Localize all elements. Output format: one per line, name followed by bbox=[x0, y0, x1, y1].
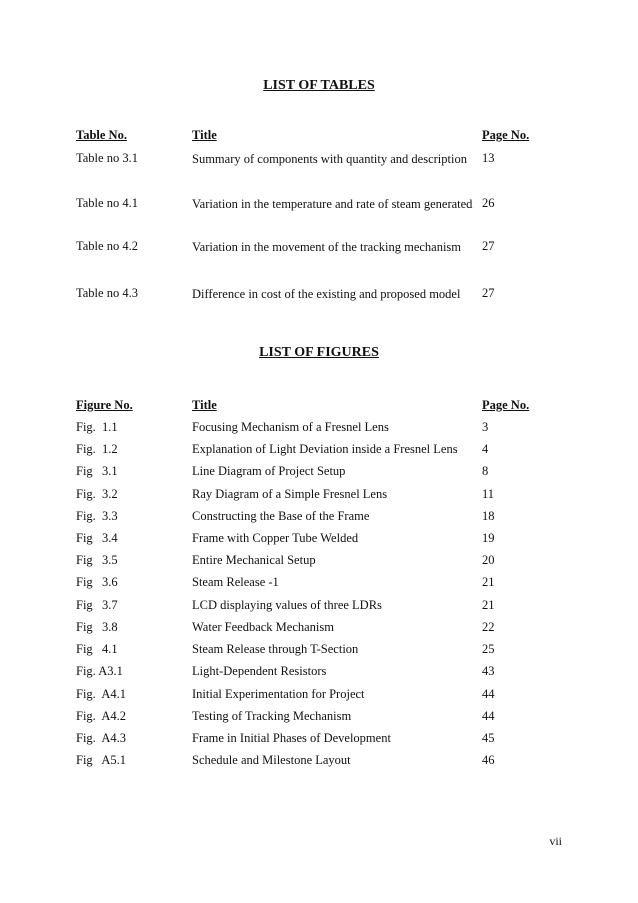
figure-number: Fig. 3.2 bbox=[76, 487, 118, 501]
figure-title: Initial Experimentation for Project bbox=[192, 687, 365, 701]
figure-number: Fig. A3.1 bbox=[76, 664, 123, 678]
figure-number: Fig 3.4 bbox=[76, 531, 118, 545]
figure-title: Testing of Tracking Mechanism bbox=[192, 709, 352, 723]
figure-row bbox=[0, 460, 638, 482]
tables-header-row bbox=[0, 124, 638, 146]
tables-header-number: Table No. bbox=[76, 128, 127, 142]
tables-header-page: Page No. bbox=[482, 128, 530, 142]
figure-page: 46 bbox=[482, 753, 495, 767]
table-number: Table no 4.1 bbox=[76, 196, 138, 210]
figure-title: Steam Release -1 bbox=[192, 575, 279, 589]
figure-page: 45 bbox=[482, 731, 495, 745]
figure-title: LCD displaying values of three LDRs bbox=[192, 598, 382, 612]
figure-row bbox=[0, 416, 638, 438]
figure-number: Fig. 3.3 bbox=[76, 509, 118, 523]
figure-title: Entire Mechanical Setup bbox=[192, 553, 316, 567]
list-of-tables-heading: LIST OF TABLES bbox=[263, 78, 375, 93]
figure-number: Fig. A4.1 bbox=[76, 687, 127, 701]
figure-number: Fig 3.7 bbox=[76, 598, 118, 612]
figure-title: Ray Diagram of a Simple Fresnel Lens bbox=[192, 487, 388, 501]
figure-row bbox=[0, 438, 638, 460]
table-page: 27 bbox=[482, 239, 495, 253]
figure-row bbox=[0, 483, 638, 505]
figure-page: 21 bbox=[482, 598, 495, 612]
table-row bbox=[0, 235, 638, 257]
figure-title: Steam Release through T-Section bbox=[192, 642, 359, 656]
tables-header-title: Title bbox=[192, 128, 217, 142]
table-row bbox=[0, 192, 638, 214]
figure-row bbox=[0, 527, 638, 549]
figure-row bbox=[0, 594, 638, 616]
figures-header-page: Page No. bbox=[482, 398, 530, 412]
figure-row bbox=[0, 638, 638, 660]
figure-title: Frame in Initial Phases of Development bbox=[192, 731, 391, 745]
figure-row bbox=[0, 749, 638, 771]
figure-number: Fig. A4.3 bbox=[76, 731, 127, 745]
figure-row bbox=[0, 549, 638, 571]
figure-page: 21 bbox=[482, 575, 495, 589]
table-page: 26 bbox=[482, 196, 495, 210]
figure-row bbox=[0, 660, 638, 682]
figure-number: Fig. A4.2 bbox=[76, 709, 127, 723]
figure-number: Fig 3.8 bbox=[76, 620, 118, 634]
figure-row bbox=[0, 505, 638, 527]
table-title: Difference in cost of the existing and proposed model bbox=[192, 287, 461, 301]
figure-number: Fig 3.1 bbox=[76, 464, 118, 478]
page-number: vii bbox=[549, 834, 562, 848]
figure-title: Frame with Copper Tube Welded bbox=[192, 531, 359, 545]
figure-row bbox=[0, 571, 638, 593]
figure-number: Fig 3.6 bbox=[76, 575, 118, 589]
list-of-figures-heading: LIST OF FIGURES bbox=[259, 345, 379, 360]
table-row bbox=[0, 282, 638, 304]
figure-page: 43 bbox=[482, 664, 495, 678]
figure-page: 44 bbox=[482, 709, 495, 723]
figure-title: Explanation of Light Deviation inside a Fresnel Lens bbox=[192, 442, 458, 456]
figure-title: Focusing Mechanism of a Fresnel Lens bbox=[192, 420, 389, 434]
figure-title: Schedule and Milestone Layout bbox=[192, 753, 351, 767]
figure-number: Fig 3.5 bbox=[76, 553, 118, 567]
figure-title: Line Diagram of Project Setup bbox=[192, 464, 346, 478]
figure-row bbox=[0, 683, 638, 705]
table-number: Table no 3.1 bbox=[76, 151, 138, 165]
table-page: 13 bbox=[482, 151, 495, 165]
figure-number: Fig A5.1 bbox=[76, 753, 127, 767]
table-title: Variation in the temperature and rate of steam generated bbox=[192, 197, 473, 211]
figure-number: Fig 4.1 bbox=[76, 642, 118, 656]
table-title: Variation in the movement of the tracking mechanism bbox=[192, 240, 462, 254]
figure-page: 8 bbox=[482, 464, 489, 478]
figure-page: 19 bbox=[482, 531, 495, 545]
figure-title: Constructing the Base of the Frame bbox=[192, 509, 370, 523]
table-page: 27 bbox=[482, 286, 495, 300]
figure-page: 18 bbox=[482, 509, 495, 523]
figure-page: 44 bbox=[482, 687, 495, 701]
figure-title: Water Feedback Mechanism bbox=[192, 620, 334, 634]
table-number: Table no 4.2 bbox=[76, 239, 138, 253]
figures-header-number: Figure No. bbox=[76, 398, 133, 412]
figures-header-title: Title bbox=[192, 398, 217, 412]
figure-page: 3 bbox=[482, 420, 489, 434]
figure-row bbox=[0, 616, 638, 638]
table-number: Table no 4.3 bbox=[76, 286, 138, 300]
figure-row bbox=[0, 705, 638, 727]
figure-page: 20 bbox=[482, 553, 495, 567]
figure-page: 11 bbox=[482, 487, 495, 501]
figure-title: Light-Dependent Resistors bbox=[192, 664, 327, 678]
figure-number: Fig. 1.2 bbox=[76, 442, 118, 456]
table-row bbox=[0, 147, 638, 169]
figure-page: 4 bbox=[482, 442, 489, 456]
figure-page: 25 bbox=[482, 642, 495, 656]
figure-page: 22 bbox=[482, 620, 495, 634]
figure-row bbox=[0, 727, 638, 749]
figure-number: Fig. 1.1 bbox=[76, 420, 118, 434]
table-title: Summary of components with quantity and description bbox=[192, 152, 467, 166]
figures-header-row bbox=[0, 394, 638, 416]
